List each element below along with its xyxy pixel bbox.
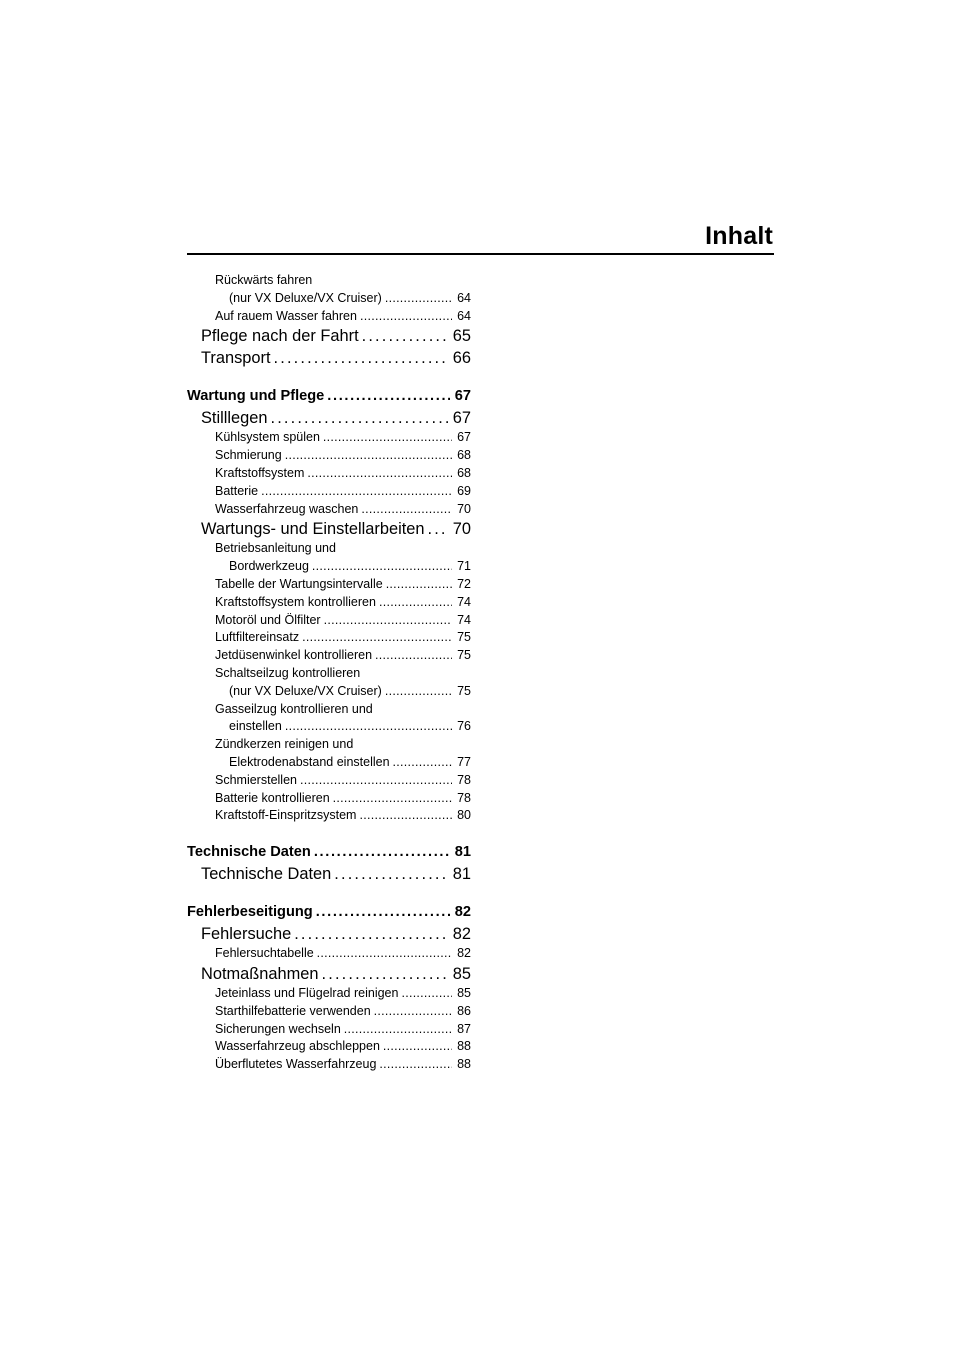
toc-entry-label: Kühlsystem spülen xyxy=(215,430,320,445)
toc-entry[interactable] xyxy=(187,325,471,347)
toc-page-number: 80 xyxy=(457,808,471,823)
toc-entry-label: Kraftstoffsystem kontrollieren xyxy=(215,594,376,609)
toc-entry-label: Stilllegen xyxy=(201,409,268,428)
toc-entry-label: Transport xyxy=(201,349,271,368)
toc-entry[interactable] xyxy=(187,1003,471,1021)
toc-entry[interactable] xyxy=(187,963,471,985)
toc-page-number: 67 xyxy=(457,430,471,445)
toc-entry-label: Wasserfahrzeug abschleppen xyxy=(215,1039,380,1054)
toc-leader-dots xyxy=(302,629,452,647)
toc-entry[interactable] xyxy=(187,807,471,825)
toc-entry[interactable] xyxy=(187,558,471,576)
toc-entry-label: Batterie xyxy=(215,483,259,498)
toc-page-number: 88 xyxy=(457,1057,471,1072)
toc-leader-dots xyxy=(323,429,452,447)
toc-page-number: 85 xyxy=(452,964,471,983)
toc-page-number: 64 xyxy=(457,290,471,305)
toc-leader-dots xyxy=(385,683,452,701)
toc-entry-label: Wartung und Pflege xyxy=(187,388,325,405)
toc-entry-label: Motoröl und Ölfilter xyxy=(215,612,321,627)
toc-leader-dots xyxy=(379,594,452,612)
toc-leader-dots xyxy=(317,945,452,963)
toc-entry-label-line: Schaltseilzug kontrollieren xyxy=(215,665,361,680)
toc-leader-dots xyxy=(359,807,452,825)
toc-entry-label-line: Betriebsanleitung und xyxy=(215,541,336,556)
toc-page-number: 78 xyxy=(457,790,471,805)
toc-entry-label: Überflutetes Wasserfahrzeug xyxy=(215,1057,377,1072)
toc-entry[interactable] xyxy=(187,594,471,612)
toc-leader-dots xyxy=(360,308,452,326)
toc-page-number: 87 xyxy=(457,1021,471,1036)
toc-entry-label: Pflege nach der Fahrt xyxy=(201,327,359,346)
toc-page-number: 86 xyxy=(457,1003,471,1018)
toc-page-number: 82 xyxy=(452,925,471,944)
toc-entry[interactable] xyxy=(187,429,471,447)
toc-entry[interactable] xyxy=(187,772,471,790)
toc-page-number: 72 xyxy=(457,576,471,591)
toc-entry-label-line: Rückwärts fahren xyxy=(215,273,313,287)
toc-leader-dots xyxy=(379,1056,452,1074)
toc-leader-dots xyxy=(361,501,452,519)
toc-leader-dots xyxy=(386,576,452,594)
toc-leader-dots xyxy=(344,1021,452,1039)
toc-leader-dots xyxy=(375,647,452,665)
toc-page-number: 74 xyxy=(457,612,471,627)
toc-page-number: 71 xyxy=(457,559,471,574)
toc-page-number: 68 xyxy=(457,448,471,463)
toc-entry-label: Wasserfahrzeug waschen xyxy=(215,501,359,516)
section-gap xyxy=(187,825,471,841)
toc-leader-dots xyxy=(271,407,448,429)
toc-entry[interactable] xyxy=(187,790,471,808)
toc-entry-label: (nur VX Deluxe/VX Cruiser) xyxy=(229,683,382,698)
toc-page-number: 68 xyxy=(457,465,471,480)
toc-entry[interactable] xyxy=(187,407,471,429)
toc-entry-label: einstellen xyxy=(229,719,282,734)
toc-page-number: 82 xyxy=(454,904,471,921)
toc-page-number: 81 xyxy=(454,844,471,861)
toc-leader-dots xyxy=(285,718,452,736)
toc-entry-label: Elektrodenabstand einstellen xyxy=(229,754,390,769)
toc-page-number: 70 xyxy=(452,520,471,539)
toc-entry-label: Luftfiltereinsatz xyxy=(215,630,300,645)
toc-leader-dots xyxy=(333,790,452,808)
header-rule xyxy=(187,253,774,255)
toc-page-number: 67 xyxy=(454,388,471,405)
toc-entry[interactable] xyxy=(187,347,471,369)
toc-entry[interactable] xyxy=(187,483,471,501)
toc-page-number: 75 xyxy=(457,648,471,663)
toc-entry-label: (nur VX Deluxe/VX Cruiser) xyxy=(229,290,382,305)
toc-page-number: 74 xyxy=(457,594,471,609)
toc-leader-dots xyxy=(316,901,450,923)
toc-page-number: 66 xyxy=(452,349,471,368)
toc-entry[interactable] xyxy=(187,985,471,1003)
toc-entry[interactable] xyxy=(187,290,471,308)
toc-leader-dots xyxy=(322,963,448,985)
toc-entry-label: Batterie kontrollieren xyxy=(215,790,330,805)
toc-entry-label-line: Gasseilzug kontrollieren und xyxy=(215,701,373,716)
toc-entry[interactable] xyxy=(187,923,471,945)
toc-page-number: 81 xyxy=(452,865,471,884)
toc-entry-label: Technische Daten xyxy=(187,844,311,861)
toc-leader-dots xyxy=(285,447,452,465)
toc-entry-label: Starthilfebatterie verwenden xyxy=(215,1003,371,1018)
toc-entry[interactable] xyxy=(187,612,471,630)
table-of-contents xyxy=(187,272,471,1074)
toc-entry[interactable] xyxy=(187,308,471,326)
toc-page-number: 70 xyxy=(457,501,471,516)
page-title: Inhalt xyxy=(705,222,773,250)
toc-entry-label: Fehlerbeseitigung xyxy=(187,904,313,921)
toc-page-number: 64 xyxy=(457,308,471,323)
toc-leader-dots xyxy=(261,483,452,501)
section-gap xyxy=(187,885,471,901)
toc-leader-dots xyxy=(300,772,452,790)
toc-entry-label: Notmaßnahmen xyxy=(201,964,319,983)
toc-entry-label: Bordwerkzeug xyxy=(229,559,309,574)
toc-entry[interactable] xyxy=(187,629,471,647)
toc-leader-dots xyxy=(327,385,449,407)
toc-entry-label: Fehlersuchtabelle xyxy=(215,946,314,961)
toc-entry[interactable] xyxy=(187,683,471,701)
toc-entry[interactable] xyxy=(187,863,471,885)
toc-entry[interactable] xyxy=(187,385,471,407)
toc-entry-label: Tabelle der Wartungsintervalle xyxy=(215,576,383,591)
toc-leader-dots xyxy=(334,863,447,885)
toc-entry-label: Kraftstoff-Einspritzsystem xyxy=(215,808,357,823)
section-gap xyxy=(187,369,471,385)
toc-entry-label: Technische Daten xyxy=(201,865,332,884)
toc-leader-dots xyxy=(294,923,448,945)
toc-page-number: 76 xyxy=(457,719,471,734)
toc-entry-label: Fehlersuche xyxy=(201,925,292,944)
toc-leader-dots xyxy=(393,754,453,772)
toc-entry-label: Wartungs- und Einstellarbeiten xyxy=(201,520,425,539)
toc-leader-dots xyxy=(401,985,452,1003)
toc-entry-label: Auf rauem Wasser fahren xyxy=(215,308,357,323)
toc-leader-dots xyxy=(307,465,452,483)
toc-entry-label: Schmierung xyxy=(215,448,282,463)
toc-entry[interactable] xyxy=(187,718,471,736)
toc-entry[interactable] xyxy=(187,901,471,923)
toc-page-number: 65 xyxy=(452,327,471,346)
toc-entry-label: Jetdüsenwinkel kontrollieren xyxy=(215,648,373,663)
toc-leader-dots xyxy=(385,290,452,308)
toc-leader-dots xyxy=(362,325,448,347)
toc-leader-dots xyxy=(383,1038,452,1056)
toc-page-number: 75 xyxy=(457,683,471,698)
toc-entry-label: Jeteinlass und Flügelrad reinigen xyxy=(215,985,399,1000)
toc-entry[interactable] xyxy=(187,576,471,594)
toc-leader-dots xyxy=(374,1003,452,1021)
toc-entry[interactable] xyxy=(187,501,471,519)
toc-entry-label-line: Zündkerzen reinigen und xyxy=(215,737,354,752)
toc-entry[interactable] xyxy=(187,1056,471,1074)
toc-leader-dots xyxy=(324,612,452,630)
toc-entry-label: Sicherungen wechseln xyxy=(215,1021,341,1036)
toc-page-number: 77 xyxy=(457,754,471,769)
toc-page-number: 69 xyxy=(457,483,471,498)
toc-entry-label: Schmierstellen xyxy=(215,772,297,787)
toc-entry[interactable] xyxy=(187,841,471,863)
toc-entry[interactable] xyxy=(187,1021,471,1039)
toc-leader-dots xyxy=(314,841,450,863)
toc-entry[interactable] xyxy=(187,1038,471,1056)
toc-entry[interactable] xyxy=(187,447,471,465)
toc-entry[interactable] xyxy=(187,647,471,665)
toc-page-number: 88 xyxy=(457,1039,471,1054)
toc-page-number: 82 xyxy=(457,946,471,961)
toc-page-number: 67 xyxy=(452,409,471,428)
toc-entry[interactable] xyxy=(187,754,471,772)
toc-page-number: 78 xyxy=(457,772,471,787)
toc-page-number: 75 xyxy=(457,630,471,645)
toc-leader-dots xyxy=(274,347,448,369)
toc-entry[interactable] xyxy=(187,465,471,483)
toc-entry[interactable] xyxy=(187,518,471,540)
toc-leader-dots xyxy=(312,558,452,576)
toc-entry-label: Kraftstoffsystem xyxy=(215,465,305,480)
toc-entry[interactable] xyxy=(187,945,471,963)
toc-leader-dots xyxy=(428,518,448,540)
toc-page-number: 85 xyxy=(457,985,471,1000)
